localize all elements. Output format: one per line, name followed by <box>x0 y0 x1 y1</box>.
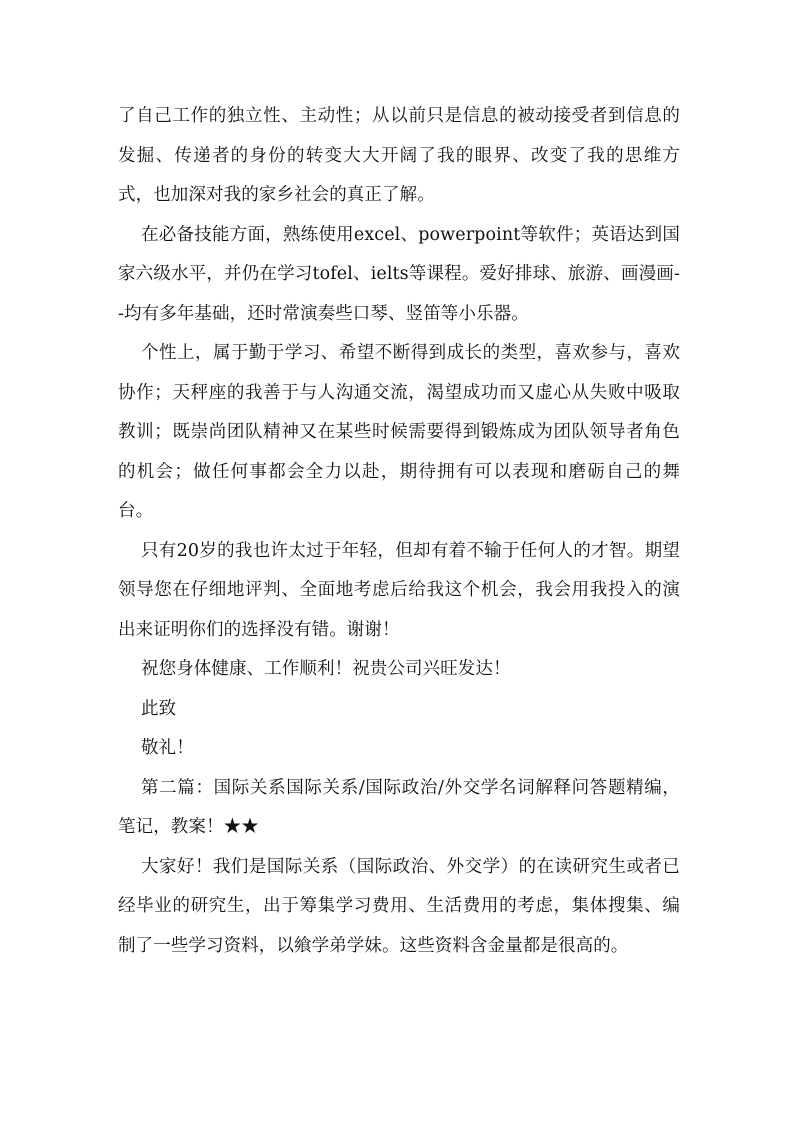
document-body <box>118 97 680 966</box>
paragraph-5: 祝您身体健康、工作顺利！祝贵公司兴旺发达！ <box>141 659 511 679</box>
paragraph-4: 只有20岁的我也许太过于年轻，但却有着不输于任何人的才智。期望领导您在仔细地评判、全面地考虑后给我这个机会，我会用我投入的演出来证明你们的选择没有错。谢谢！ <box>118 540 680 640</box>
paragraph-9: 大家好！我们是国际关系（国际政治、外交学）的在读研究生或者已经毕业的研究生，出于筹集学习费用、生活费用的考虑，集体搜集、编制了一些学习资料，以飨学弟学妹。这些资料含金量都是很高的。 <box>118 856 680 956</box>
paragraph-3: 个性上，属于勤于学习、希望不断得到成长的类型，喜欢参与，喜欢协作；天秤座的我善于与人沟通交流，渴望成功而又虚心从失败中吸取教训；既崇尚团队精神又在某些时候需要得到锻炼成为团队领导者角色的机会；做任何事都会全力以赴，期待拥有可以表现和磨砺自己的舞台。 <box>118 343 680 521</box>
paragraph-1: 了自己工作的独立性、主动性；从以前只是信息的被动接受者到信息的发掘、传递者的身份的转变大大开阔了我的眼界、改变了我的思维方式，也加深对我的家乡社会的真正了解。 <box>118 106 680 205</box>
paragraph-2: 在必备技能方面，熟练使用excel、powerpoint等软件；英语达到国家六级水平，并仍在学习tofel、ielts等课程。爱好排球、旅游、画漫画--均有多年基础，还时常演奏些口琴、竖笛等小乐器。 <box>118 224 680 324</box>
paragraph-6: 此致 <box>141 698 177 719</box>
paragraph-8: 第二篇：国际关系国际关系/国际政治/外交学名词解释问答题精编，笔记，教案！★★ <box>118 777 680 837</box>
paragraph-7: 敬礼！ <box>141 738 194 758</box>
